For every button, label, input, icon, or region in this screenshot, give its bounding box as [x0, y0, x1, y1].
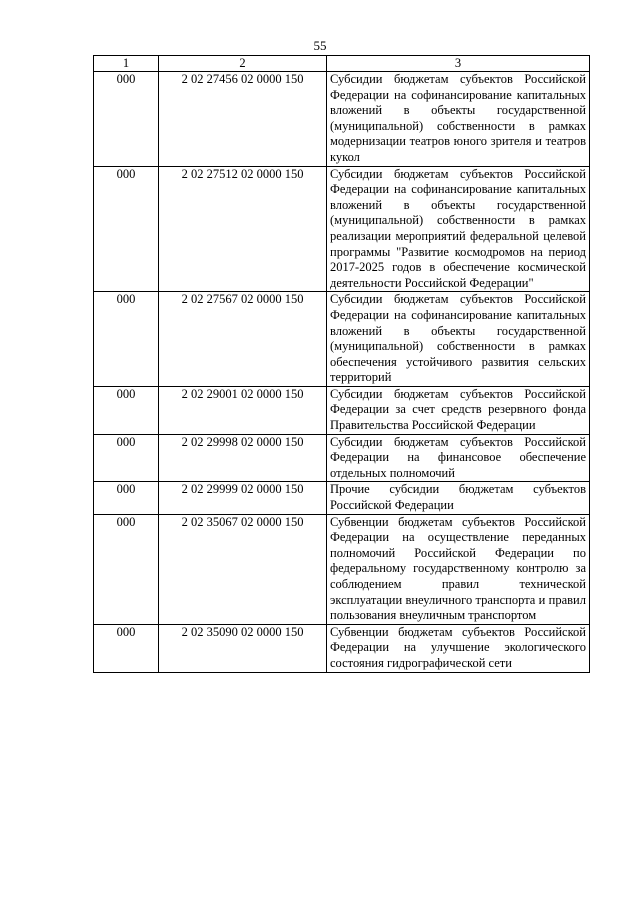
revenue-name-cell: Прочие субсидии бюджетам субъектов Российской Федерации — [327, 482, 590, 514]
revenue-name-cell: Субсидии бюджетам субъектов Российской Федерации за счет средств резервного фонда Правительства Российской Федерации — [327, 386, 590, 434]
table-row — [94, 166, 590, 292]
table-row — [94, 292, 590, 387]
budget-code-cell: 2 02 29998 02 0000 150 — [159, 434, 327, 482]
revenue-name-cell: Субвенции бюджетам субъектов Российской Федерации на улучшение экологического состояния гидрографической сети — [327, 624, 590, 672]
admin-code-cell: 000 — [94, 624, 159, 672]
table-header-row — [94, 56, 590, 72]
column-header-1: 1 — [94, 56, 159, 72]
revenue-name-cell: Субвенции бюджетам субъектов Российской Федерации на осуществление переданных полномочий Российской Федерации по федеральному государственному контролю за соблюдением правил технической эксплуатации внеуличного транспорта и правил пользования внеуличным транспортом — [327, 514, 590, 624]
table-row — [94, 482, 590, 514]
table-row — [94, 72, 590, 167]
table-row — [94, 514, 590, 624]
budget-code-cell: 2 02 27512 02 0000 150 — [159, 166, 327, 292]
revenue-name-cell: Субсидии бюджетам субъектов Российской Федерации на финансовое обеспечение отдельных полномочий — [327, 434, 590, 482]
revenue-name-cell: Субсидии бюджетам субъектов Российской Федерации на софинансирование капитальных вложений в объекты государственной (муниципальной) собственности в рамках реализации мероприятий федеральной целевой программы "Развитие космодромов на период 2017-2025 годов в обеспечение космической деятельности Российской Федерации" — [327, 166, 590, 292]
budget-code-cell: 2 02 29999 02 0000 150 — [159, 482, 327, 514]
table-row — [94, 386, 590, 434]
budget-code-cell: 2 02 27567 02 0000 150 — [159, 292, 327, 387]
admin-code-cell: 000 — [94, 166, 159, 292]
admin-code-cell: 000 — [94, 386, 159, 434]
table-row — [94, 624, 590, 672]
admin-code-cell: 000 — [94, 434, 159, 482]
admin-code-cell: 000 — [94, 482, 159, 514]
budget-code-cell: 2 02 35067 02 0000 150 — [159, 514, 327, 624]
admin-code-cell: 000 — [94, 292, 159, 387]
page-number: 55 — [313, 38, 327, 53]
column-header-2: 2 — [159, 56, 327, 72]
budget-classification-table — [93, 55, 590, 673]
admin-code-cell: 000 — [94, 514, 159, 624]
budget-code-cell: 2 02 35090 02 0000 150 — [159, 624, 327, 672]
column-header-3: 3 — [327, 56, 590, 72]
table-row — [94, 434, 590, 482]
budget-code-cell: 2 02 27456 02 0000 150 — [159, 72, 327, 167]
revenue-name-cell: Субсидии бюджетам субъектов Российской Федерации на софинансирование капитальных вложений в объекты государственной (муниципальной) собственности в рамках обеспечения устойчивого развития сельских территорий — [327, 292, 590, 387]
budget-code-cell: 2 02 29001 02 0000 150 — [159, 386, 327, 434]
admin-code-cell: 000 — [94, 72, 159, 167]
revenue-name-cell: Субсидии бюджетам субъектов Российской Федерации на софинансирование капитальных вложений в объекты государственной (муниципальной) собственности в рамках модернизации театров юного зрителя и театров кукол — [327, 72, 590, 167]
